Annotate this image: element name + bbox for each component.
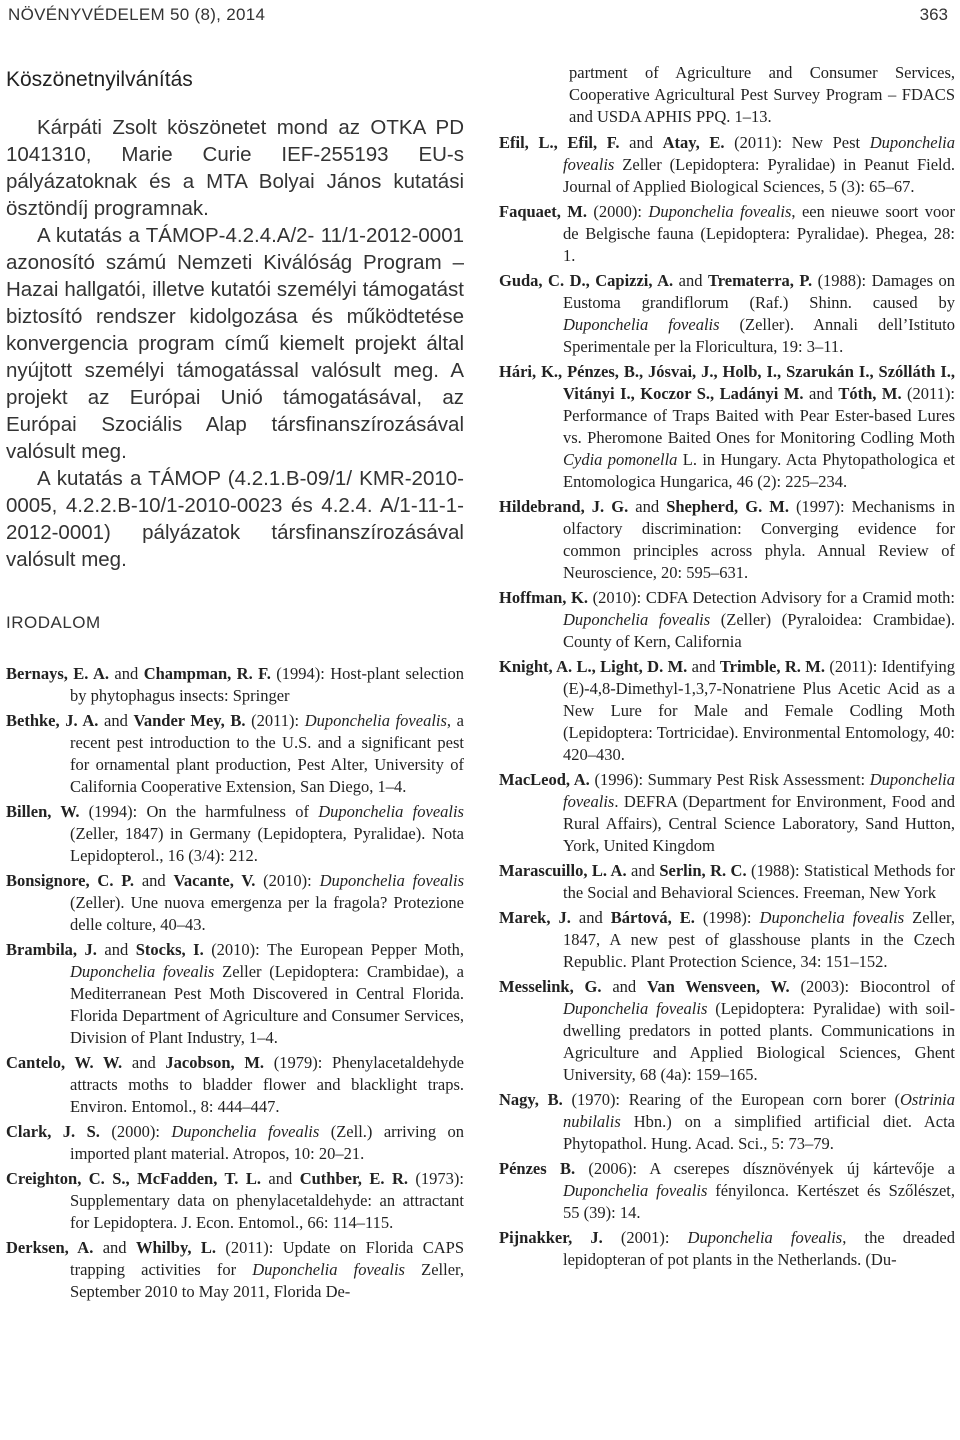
reference-entry xyxy=(499,1158,955,1224)
reference-text: (Zell.) arriving on imported plant material. Atropos, 10: 20–21. xyxy=(70,1122,464,1163)
reference-conjunction: and xyxy=(96,940,136,959)
reference-authors: Hoffman, K. xyxy=(499,588,588,607)
reference-authors: Vander Mey, B. xyxy=(133,711,246,730)
reference-authors: Champman, R. F. xyxy=(143,664,271,683)
reference-authors: Pénzes B. xyxy=(499,1159,576,1178)
reference-text: (2010): CDFA Detection Advisory for a Cramid moth: xyxy=(588,588,955,607)
reference-entry xyxy=(499,907,955,973)
reference-text: (2011): xyxy=(245,711,305,730)
left-column xyxy=(6,62,464,1306)
reference-conjunction: and xyxy=(803,384,839,403)
reference-authors: Atay, E. xyxy=(662,133,725,152)
reference-species: Duponchelia fovealis xyxy=(563,1181,708,1200)
reference-entry xyxy=(499,361,955,493)
acknowledgement-paragraph: Kárpáti Zsolt köszönetet mond az OTKA PD 1041310, Marie Curie IEF-255193 EU-s pályázatoknak és a MTA Bolyai János kutatási ösztöndíj programnak. xyxy=(6,116,464,220)
right-column xyxy=(499,62,955,1274)
reference-species: Duponchelia fovealis xyxy=(563,315,720,334)
reference-entry xyxy=(499,1089,955,1155)
reference-text: (2003): Biocontrol of xyxy=(789,977,955,996)
reference-authors: Shepherd, G. M. xyxy=(666,497,789,516)
reference-species: Duponchelia fovealis xyxy=(563,610,711,629)
reference-authors: Messelink, G. xyxy=(499,977,602,996)
reference-text: (2011): Update on Florida CAPS trapping activities for xyxy=(70,1238,465,1279)
reference-entry xyxy=(6,801,464,867)
reference-text: (Zeller) (Pyraloidea: Crambidae). County of Kern, California xyxy=(563,610,955,651)
reference-conjunction: and xyxy=(601,977,647,996)
reference-text: (2011): New Pest xyxy=(724,133,870,152)
reference-authors: Guda, C. D., Capizzi, A. xyxy=(499,271,674,290)
reference-species: Duponchelia fovealis xyxy=(648,202,792,221)
reference-authors: Whilby, L. xyxy=(135,1238,216,1257)
reference-conjunction: and xyxy=(687,657,720,676)
reference-text: (1973): Supplementary data on phenylacetaldehyde: an attractant for Lepidoptera. J. Econ. Entomol., 66: 114–115. xyxy=(70,1169,465,1232)
reference-entry xyxy=(499,132,955,198)
reference-text: (1988): Damages on Eustoma grandiflorum (Raf.) Shinn. caused by xyxy=(563,271,956,312)
reference-conjunction: and xyxy=(122,1053,166,1072)
reference-species: Duponchelia fovealis xyxy=(563,999,708,1018)
reference-species: Ostrinia nubilalis xyxy=(563,1090,955,1131)
reference-list-right xyxy=(499,132,955,1271)
reference-text: Zeller (Lepidoptera: Pyralidae) in Peanut Field. Journal of Applied Biological Sciences, 5 (3): 65–67. xyxy=(563,155,955,196)
reference-entry xyxy=(6,870,464,936)
reference-entry xyxy=(499,656,955,766)
reference-text: (2010): xyxy=(255,871,320,890)
reference-entry xyxy=(499,496,955,584)
reference-entry xyxy=(499,587,955,653)
reference-text: (2000): xyxy=(587,202,649,221)
reference-species: Duponchelia fovealis xyxy=(687,1228,843,1247)
reference-entry xyxy=(6,939,464,1049)
reference-text: (1970): Rearing of the European corn borer ( xyxy=(562,1090,900,1109)
reference-species: Duponchelia fovealis xyxy=(563,133,955,174)
reference-text: (Zeller, 1847) in Germany (Lepidoptera, Pyralidae). Nota Lepidopterol., 16 (3/4): 212. xyxy=(70,824,464,865)
reference-text: (1979): Phenylacetaldehyde attracts moths to bladder flower and blacklight traps. Environ. Entomol., 8: 444–447. xyxy=(70,1053,464,1116)
reference-authors: Tóth, M. xyxy=(838,384,902,403)
reference-conjunction: and xyxy=(260,1169,300,1188)
reference-authors: Bethke, J. A. xyxy=(6,711,99,730)
reference-authors: Bernays, E. A. xyxy=(6,664,109,683)
reference-text: (1994): Host-plant selection by phytophagus insects: Springer xyxy=(70,664,465,705)
reference-text: (2011): Identifying (E)-4,8-Dimethyl-1,3,7-Nonatriene Plus Acetic Acid as a New Lure for Male and Female Codling Moth (Lepidoptera: Tortricidae). Environmental Entomology, 40: 420–430. xyxy=(563,657,956,764)
reference-entry xyxy=(499,860,955,904)
reference-authors: Jacobson, M. xyxy=(165,1053,265,1072)
reference-authors: Bártová, E. xyxy=(610,908,695,927)
reference-entry xyxy=(499,270,955,358)
reference-text: (2010): The European Pepper Moth, xyxy=(203,940,464,959)
reference-text: Zeller, 1847, A new pest of glasshouse plants in the Czech Republic. Plant Protection Science, 34: 151–152. xyxy=(563,908,956,971)
journal-title: NÖVÉNYVÉDELEM 50 (8), 2014 xyxy=(8,5,266,24)
reference-authors: Marek, J. xyxy=(499,908,571,927)
reference-authors: Hildebrand, J. G. xyxy=(499,497,629,516)
reference-text: (2006): A cserepes dísznövények új kártevője a xyxy=(575,1159,955,1178)
reference-authors: Trimble, R. M. xyxy=(719,657,825,676)
reference-authors: Hári, K., Pénzes, B., Jósvai, J., Holb, I., Szarukán I., Szólláth I., Vitányi I., Koczor S., Ladányi M. xyxy=(499,362,955,403)
reference-text: (1998): xyxy=(694,908,760,927)
reference-text: L. in Hungary. Acta Phytopathologica et Entomologica Hungarica, 46 (2): 225–234. xyxy=(563,450,955,491)
reference-authors: Pijnakker, J. xyxy=(499,1228,603,1247)
reference-continuation: partment of Agriculture and Consumer Services, Cooperative Agricultural Pest Survey Program – FDACS and USDA APHIS PPQ. 1–13. xyxy=(569,63,955,126)
acknowledgement-heading: Köszönetnyilvánítás xyxy=(6,68,193,91)
reference-conjunction: and xyxy=(619,133,663,152)
reference-conjunction: and xyxy=(109,664,144,683)
reference-authors: Van Wensveen, W. xyxy=(646,977,790,996)
reference-species: Duponchelia fovealis xyxy=(563,770,955,811)
reference-text: (2000): xyxy=(99,1122,172,1141)
reference-text: . DEFRA (Department for Environment, Food and Rural Affairs), Central Science Laboratory, Sand Hutton, York, United Kingdom xyxy=(563,792,955,855)
page-number: 363 xyxy=(919,5,948,24)
reference-authors: Billen, W. xyxy=(6,802,80,821)
reference-authors: Vacante, V. xyxy=(173,871,256,890)
reference-conjunction: and xyxy=(93,1238,136,1257)
reference-text: (2011): Performance of Traps Baited with Pear Ester-based Lures vs. Pheromone Baited Ones for Monitoring Codling Moth xyxy=(563,384,956,447)
reference-entry xyxy=(6,1121,464,1165)
reference-species: Duponchelia fovealis xyxy=(304,711,447,730)
reference-text: Zeller (Lepidoptera: Crambidae), a Mediterranean Pest Moth Discovered in Central Florida. Florida Department of Agriculture and Consumer Services, Division of Plant Industry, 1–4. xyxy=(70,962,464,1047)
reference-authors: Clark, J. S. xyxy=(6,1122,100,1141)
reference-authors: Efil, L., Efil, F. xyxy=(499,133,620,152)
reference-entry xyxy=(499,201,955,267)
reference-authors: Creighton, C. S., McFadden, T. L. xyxy=(6,1169,261,1188)
reference-conjunction: and xyxy=(570,908,611,927)
reference-text: (Zeller). Une nuova emergenza per la fragola? Protezione delle colture, 40–43. xyxy=(70,893,464,934)
reference-conjunction: and xyxy=(134,871,174,890)
reference-species: Duponchelia fovealis xyxy=(171,1122,320,1141)
reference-species: Duponchelia fovealis xyxy=(70,962,215,981)
reference-authors: Stocks, I. xyxy=(135,940,204,959)
reference-text: Hbn.) on a simplified artificial diet. Acta Phytopathol. Hung. Acad. Sci., 5: 73–79. xyxy=(563,1112,955,1153)
reference-authors: MacLeod, A. xyxy=(499,770,590,789)
reference-species: Duponchelia fovealis xyxy=(319,871,465,890)
reference-entry xyxy=(6,663,464,707)
reference-entry xyxy=(6,1237,464,1303)
reference-text: (Zeller). Annali dell’Istituto Sperimentale per la Floricultura, 19: 3–11. xyxy=(563,315,955,356)
acknowledgement-paragraph: A kutatás a TÁMOP (4.2.1.B-09/1/ KMR-2010-0005, 4.2.2.B-10/1-2010-0023 és 4.2.4. A/1-11-1-2012-0001) pályázatok társfinanszírozásával valósult meg. xyxy=(6,467,464,571)
reference-authors: Serlin, R. C. xyxy=(659,861,747,880)
reference-text: (1996): Summary Pest Risk Assessment: xyxy=(589,770,870,789)
reference-text: , a recent pest introduction to the U.S. and a significant pest for ornamental plant production, Pest Alter, University of California Cooperative Extension, San Diego, 1–4. xyxy=(70,711,464,796)
reference-authors: Cuthber, E. R. xyxy=(299,1169,408,1188)
reference-species: Duponchelia fovealis xyxy=(252,1260,405,1279)
reference-text: Zeller, September 2010 to May 2011, Florida De- xyxy=(70,1260,464,1301)
reference-conjunction: and xyxy=(628,497,667,516)
reference-entry xyxy=(499,1227,955,1271)
reference-species: Cydia pomonella xyxy=(563,450,678,469)
reference-entry xyxy=(499,976,955,1086)
reference-text: (1997): Mechanisms in olfactory discrimination: Converging evidence for common principles across phyla. Annual Review of Neuroscience, 20: 595–631. xyxy=(563,497,955,582)
reference-authors: Knight, A. L., Light, D. M. xyxy=(499,657,688,676)
reference-authors: Brambila, J. xyxy=(6,940,97,959)
reference-species: Duponchelia fovealis xyxy=(318,802,464,821)
reference-text: fényiloncа. Kertészet és Szőlészet, 55 (39): 14. xyxy=(563,1181,956,1222)
reference-entry xyxy=(6,1052,464,1118)
reference-conjunction: and xyxy=(673,271,708,290)
reference-text: (2001): xyxy=(602,1228,688,1247)
running-header xyxy=(0,0,960,32)
reference-text: , een nieuwe soort voor de Belgische fauna (Lepidoptera: Pyralidae). Phegea, 28: 1. xyxy=(563,202,955,265)
reference-text: , the dreaded lepidopteran of pot plants in the Netherlands. (Du- xyxy=(563,1228,955,1269)
reference-authors: Cantelo, W. W. xyxy=(6,1053,123,1072)
reference-authors: Bonsignore, C. P. xyxy=(6,871,135,890)
references-heading: IRODALOM xyxy=(6,613,101,632)
reference-authors: Trematerra, P. xyxy=(707,271,813,290)
reference-authors: Nagy, B. xyxy=(499,1090,563,1109)
reference-entry xyxy=(499,769,955,857)
reference-text: (1994): On the harmfulness of xyxy=(79,802,319,821)
reference-text: (1988): Statistical Methods for the Social and Behavioral Sciences. Freeman, New York xyxy=(563,861,956,902)
reference-authors: Derksen, A. xyxy=(6,1238,94,1257)
reference-authors: Faquaet, M. xyxy=(499,202,587,221)
acknowledgement-paragraph: A kutatás a TÁMOP-4.2.4.A/2- 11/1-2012-0001 azonosító számú Nemzeti Kiválóság Program – Hazai hallgatói, illetve kutatói személyi támogatást biztosító rendszer kidolgozása és működtetése konvergencia program című kiemelt projekt által nyújtott személyi támogatással valósult meg. A projekt az Európai Unió támogatásával, az Európai Szociális Alap társfinanszírozásával valósult meg. xyxy=(6,224,464,463)
reference-entry xyxy=(6,1168,464,1234)
reference-species: Duponchelia fovealis xyxy=(759,908,905,927)
reference-entry xyxy=(6,710,464,798)
reference-text: (Lepidoptera: Pyralidae) with soil-dwelling predators in potted plants. Communications in Agriculture and Applied Biological Sciences, Ghent University, 68 (4a): 159–165. xyxy=(563,999,955,1084)
reference-conjunction: and xyxy=(98,711,134,730)
reference-list-left xyxy=(6,663,464,1303)
reference-conjunction: and xyxy=(626,861,660,880)
reference-authors: Marascuillo, L. A. xyxy=(499,861,627,880)
